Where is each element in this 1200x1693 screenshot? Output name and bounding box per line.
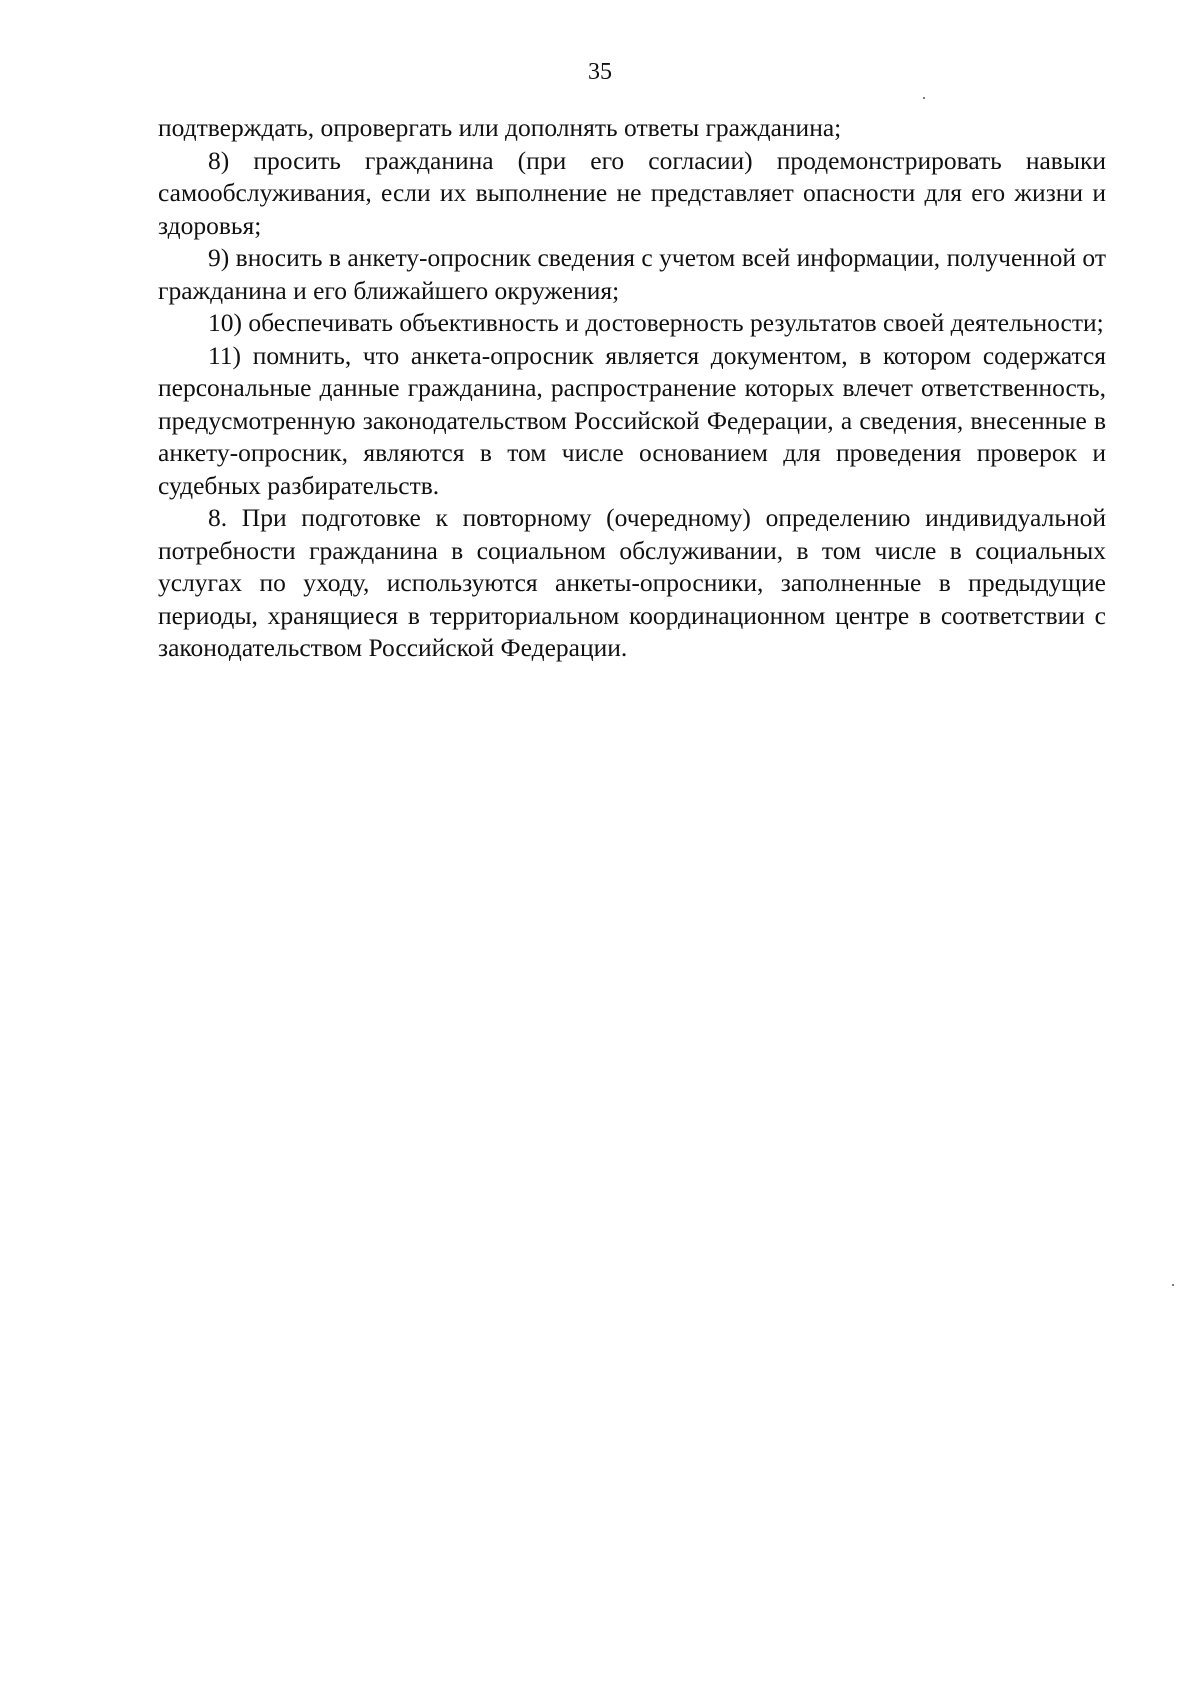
paragraph-section-8: 8. При подготовке к повторному (очередному) определению индивидуальной потребности гражданина в социальном обслуживании, в том числе в социальных услугах по уходу, используются анкеты-опросники, заполненные в предыдущие периоды, хранящиеся в территориальном координационном центре в соответствии с законодательством Российской Федерации.: [158, 503, 1106, 662]
paragraph-item-11: 11) помнить, что анкета-опросник является документом, в котором содержатся персональные данные гражданина, распространение которых влечет ответственность, предусмотренную законодательством Российской Федерации, а сведения, внесенные в анкету-опросник, являются в том числе основанием для проведения проверок и судебных разбирательств.: [158, 340, 1106, 500]
paragraph-continuation: подтверждать, опровергать или дополнять ответы гражданина;: [158, 113, 842, 142]
paragraph-item-8: 8) просить гражданина (при его согласии) продемонстрировать навыки самообслуживания, если их выполнение не представляет опасности для его жизни и здоровья;: [158, 145, 1106, 240]
scan-artifact: [923, 97, 925, 99]
paragraph-item-9: 9) вносить в анкету-опросник сведения с учетом всей информации, полученной от гражданина и его ближайшего окружения;: [158, 243, 1106, 305]
page-number: 35: [588, 59, 612, 85]
document-body: [158, 112, 1106, 665]
scan-artifact: [1172, 1284, 1174, 1286]
paragraph-item-10: 10) обеспечивать объективность и достоверность результатов своей деятельности;: [208, 308, 1104, 337]
